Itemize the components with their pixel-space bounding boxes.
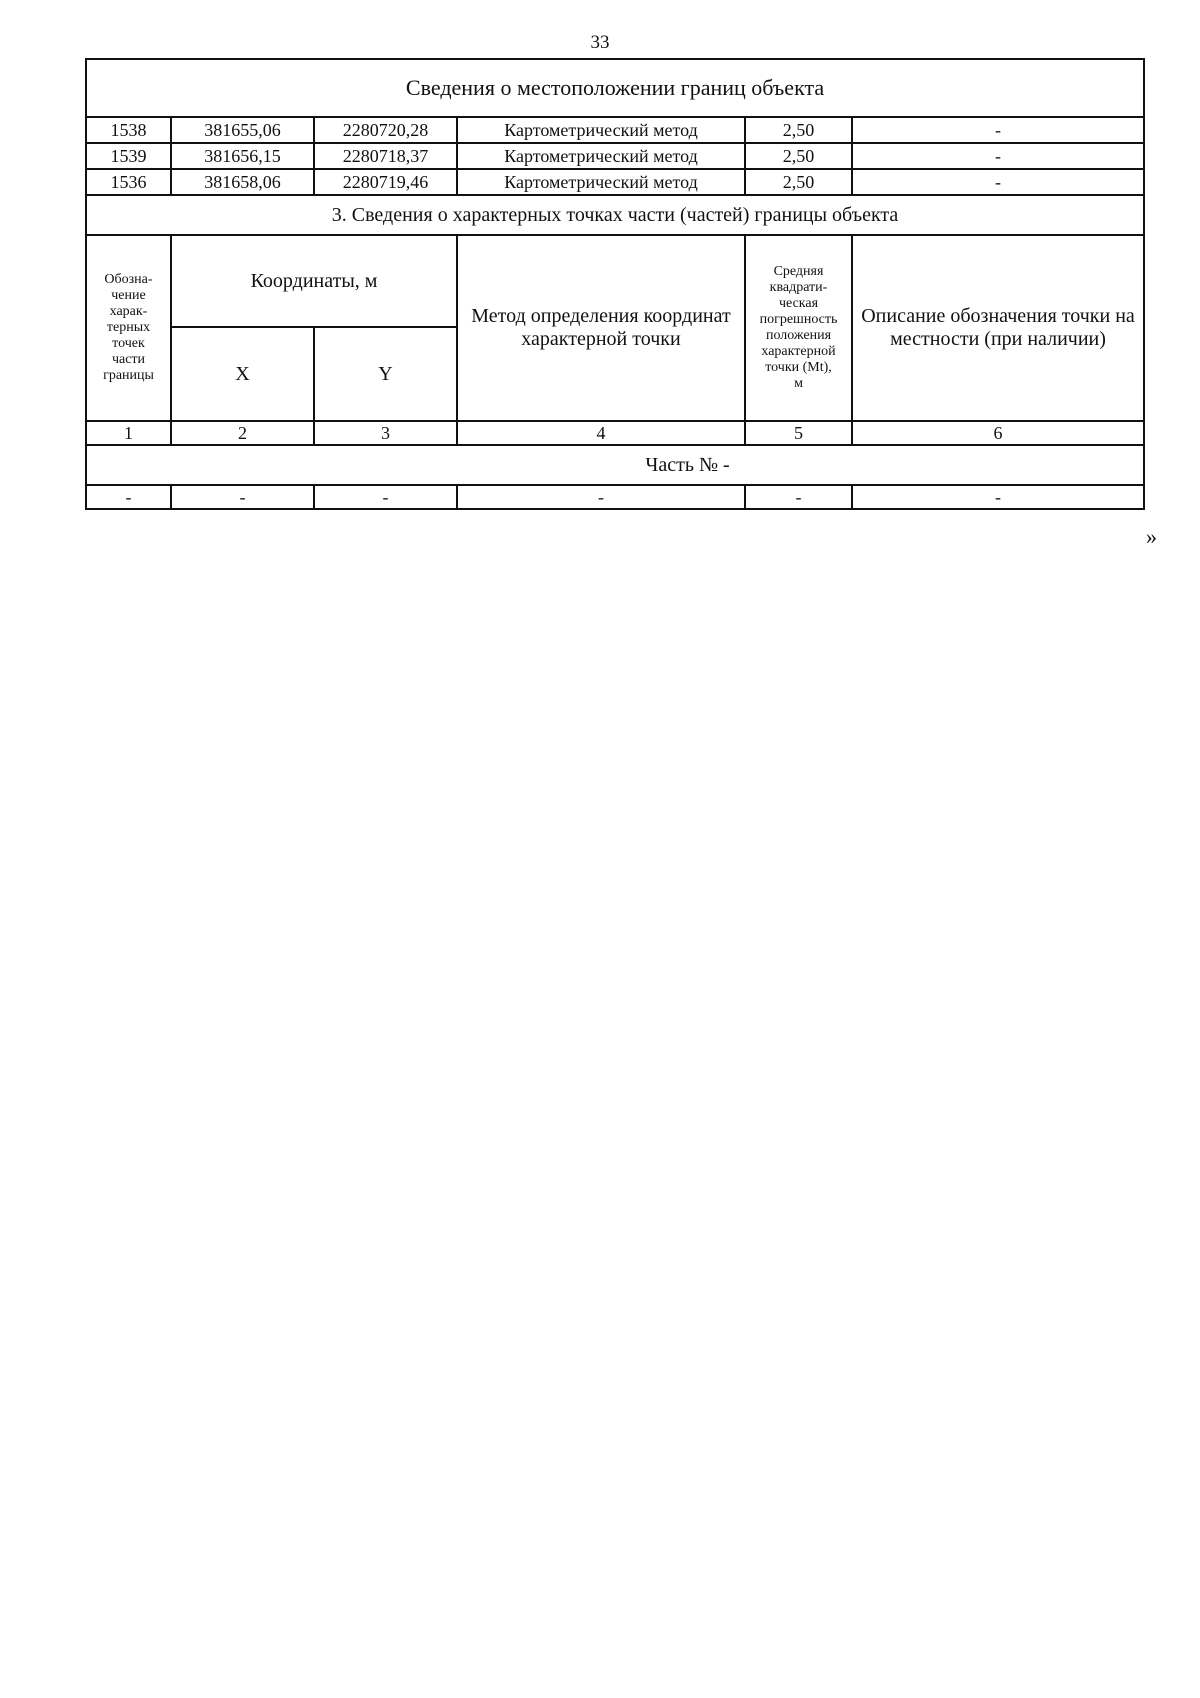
header-description: Описание обозначения точки на местности (при наличии) — [852, 235, 1144, 421]
point-method: Картометрический метод — [457, 169, 745, 195]
column-numbers-row — [86, 421, 1144, 445]
point-method: Картометрический метод — [457, 117, 745, 143]
empty-cell: - — [314, 485, 457, 509]
header-x: X — [171, 327, 314, 421]
column-number: 1 — [86, 421, 171, 445]
table-row — [86, 143, 1144, 169]
column-number: 4 — [457, 421, 745, 445]
table-title-row — [86, 59, 1144, 117]
point-id: 1536 — [86, 169, 171, 195]
column-number: 3 — [314, 421, 457, 445]
boundary-points-table — [85, 58, 1145, 510]
point-description: - — [852, 117, 1144, 143]
column-number: 2 — [171, 421, 314, 445]
header-y: Y — [314, 327, 457, 421]
table-title: Сведения о местоположении границ объекта — [86, 59, 1144, 117]
table-row — [86, 117, 1144, 143]
point-id: 1539 — [86, 143, 171, 169]
header-designation: Обозна- чение харак- терных точек части границы — [86, 235, 171, 421]
header-method: Метод определения координат характерной точки — [457, 235, 745, 421]
part-row — [86, 445, 1144, 485]
point-mt: 2,50 — [745, 117, 852, 143]
point-method: Картометрический метод — [457, 143, 745, 169]
point-x: 381658,06 — [171, 169, 314, 195]
table-row — [86, 485, 1144, 509]
point-description: - — [852, 169, 1144, 195]
empty-cell: - — [852, 485, 1144, 509]
empty-cell: - — [86, 485, 171, 509]
header-coordinates: Координаты, м — [171, 235, 457, 327]
column-number: 5 — [745, 421, 852, 445]
point-y: 2280718,37 — [314, 143, 457, 169]
header-mt: Средняя квадрати- ческая погрешность положения характерной точки (Mt), м — [745, 235, 852, 421]
part-label: Часть № - — [645, 453, 730, 476]
closing-quote: » — [1146, 524, 1157, 549]
empty-cell: - — [171, 485, 314, 509]
section-3-title-row — [86, 195, 1144, 235]
point-y: 2280719,46 — [314, 169, 457, 195]
point-mt: 2,50 — [745, 169, 852, 195]
point-x: 381655,06 — [171, 117, 314, 143]
point-id: 1538 — [86, 117, 171, 143]
empty-cell: - — [745, 485, 852, 509]
table-row — [86, 169, 1144, 195]
empty-cell: - — [457, 485, 745, 509]
point-y: 2280720,28 — [314, 117, 457, 143]
point-description: - — [852, 143, 1144, 169]
page-number: 33 — [590, 32, 610, 53]
section-3-title: 3. Сведения о характерных точках части (частей) границы объекта — [86, 195, 1144, 235]
point-mt: 2,50 — [745, 143, 852, 169]
point-x: 381656,15 — [171, 143, 314, 169]
column-number: 6 — [852, 421, 1144, 445]
